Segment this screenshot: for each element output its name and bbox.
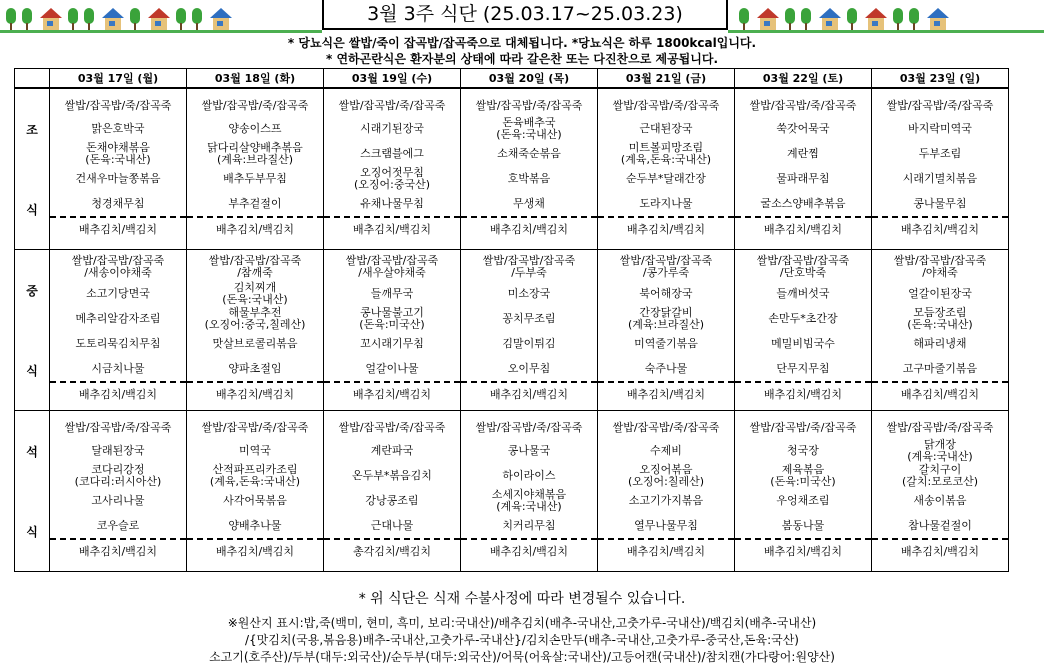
day-header: 03월 23일 (일) [872, 69, 1009, 89]
dish-item [598, 306, 734, 331]
dish-origin: (계육,돈육:국내산) [209, 474, 301, 488]
dish-origin: (돈육:미국산) [770, 474, 836, 488]
day-header: 03월 18일 (화) [187, 69, 324, 89]
kimchi-item: 배추김치/백김치 [187, 538, 323, 564]
dish-item [187, 306, 323, 331]
dish-item: 시금치나물 [91, 361, 145, 375]
dish-item: 청국장 [787, 443, 819, 457]
dish-name: 오징어볶음 [639, 462, 693, 476]
dish-origin: (계육:브라질산) [627, 317, 705, 331]
house-icon [757, 8, 779, 30]
dish-name: 쌀밥/잡곡밥/잡곡죽 [619, 254, 713, 267]
meal-label [15, 250, 50, 411]
dish-name: 오징어젓무침 [360, 165, 424, 179]
house-icon [40, 8, 62, 30]
kimchi-item: 배추김치/백김치 [187, 381, 323, 407]
dish-item: 하이라이스 [502, 468, 556, 482]
staple-item: 쌀밥/잡곡밥/죽/잡곡죽 [749, 99, 857, 112]
dish-item: 쑥갓어묵국 [776, 121, 830, 135]
day-header: 03월 21일 (금) [598, 69, 735, 89]
dish-item: 시래기된장국 [360, 121, 424, 135]
dish-item: 봄동나물 [781, 518, 825, 532]
dish-item: 굴소스양배추볶음 [760, 196, 846, 210]
dish-item: 김말이튀김 [502, 336, 556, 350]
dish-item: 해파리냉채 [913, 336, 967, 350]
dish-item: 유채나물무침 [360, 196, 424, 210]
dish-item: 스크램블에그 [360, 146, 424, 160]
dish-name: 돈육배추국 [502, 115, 556, 129]
kimchi-item: 배추김치/백김치 [872, 381, 1008, 407]
kimchi-item: 배추김치/백김치 [461, 216, 597, 242]
kimchi-item: 배추김치/백김치 [735, 216, 871, 242]
staple-item: 쌀밥/잡곡밥/죽/잡곡죽 [749, 421, 857, 434]
dish-item: 코우슬로 [96, 518, 140, 532]
day-header-row [15, 69, 1009, 89]
meal-label-top: 중 [26, 283, 38, 298]
dish-name: 미트볼피망조림 [628, 140, 704, 154]
staple-item [872, 253, 1008, 281]
staple-item [735, 253, 871, 281]
dish-item: 도라지나물 [639, 196, 693, 210]
menu-cell [50, 411, 187, 572]
dish-item: 메추리알감자조림 [75, 311, 161, 325]
staple-item [461, 253, 597, 281]
menu-cell [735, 250, 872, 411]
menu-cell [187, 250, 324, 411]
dish-item: 청경채무침 [91, 196, 145, 210]
house-icon [819, 8, 841, 30]
ground-line [728, 30, 1044, 33]
kimchi-item: 배추김치/백김치 [50, 538, 186, 564]
dish-item: 치커리무침 [502, 518, 556, 532]
staple-item: 쌀밥/잡곡밥/죽/잡곡죽 [475, 421, 583, 434]
meal-row [15, 88, 1009, 250]
menu-cell [598, 411, 735, 572]
notice-dysphagia: * 연하곤란식은 환자분의 상태에 따라 갈은찬 또는 다진찬으로 제공됩니다. [325, 52, 719, 66]
dish-origin: /야채죽 [922, 266, 958, 279]
menu-cell [50, 250, 187, 411]
dish-origin: (돈육:국내산) [496, 127, 562, 141]
change-notice: * 위 식단은 식재 수불사정에 따라 변경될수 있습니다. [358, 591, 686, 607]
tree-icon [6, 8, 16, 30]
dish-item: 양파초절임 [228, 361, 282, 375]
menu-cell [598, 250, 735, 411]
dish-name: 쌀밥/잡곡밥/잡곡죽 [71, 254, 165, 267]
dish-item: 시래기멸치볶음 [902, 171, 978, 185]
tree-icon [785, 8, 795, 30]
dish-item: 근대나물 [370, 518, 414, 532]
dish-origin: /새송이야채죽 [84, 266, 152, 279]
dish-item: 양송이스프 [228, 121, 282, 135]
dish-name: 쌀밥/잡곡밥/잡곡죽 [345, 254, 439, 267]
staple-item: 쌀밥/잡곡밥/죽/잡곡죽 [64, 421, 172, 434]
dish-item: 우엉채조림 [776, 493, 830, 507]
menu-cell [324, 88, 461, 250]
staple-item: 쌀밥/잡곡밥/죽/잡곡죽 [612, 421, 720, 434]
dish-item: 근대된장국 [639, 121, 693, 135]
dish-item: 꽁치무조림 [502, 311, 556, 325]
staple-item: 쌀밥/잡곡밥/죽/잡곡죽 [64, 99, 172, 112]
dish-name: 콩나물불고기 [360, 305, 424, 319]
menu-table [14, 68, 1009, 572]
menu-cell [598, 88, 735, 250]
dish-item: 새송이볶음 [913, 493, 967, 507]
dish-item: 배추두부무침 [223, 171, 287, 185]
kimchi-item: 배추김치/백김치 [50, 216, 186, 242]
dish-item: 소고기당면국 [86, 286, 150, 300]
meal-label-bottom: 식 [26, 524, 38, 539]
dish-origin: (돈육:국내산) [907, 317, 973, 331]
dish-origin: (계육:국내산) [496, 499, 562, 513]
tree-icon [192, 8, 202, 30]
dish-item: 두부조림 [918, 146, 962, 160]
dish-item: 들깨무국 [370, 286, 414, 300]
day-header: 03월 17일 (월) [50, 69, 187, 89]
dish-origin: (돈육:국내산) [85, 152, 151, 166]
kimchi-item: 배추김치/백김치 [50, 381, 186, 407]
dish-item: 계란찜 [787, 146, 819, 160]
dish-item: 맛살브로콜리볶음 [212, 336, 298, 350]
dish-name: 갈치구이 [918, 462, 962, 476]
dish-item: 손만두*초간장 [768, 311, 838, 325]
dish-item [50, 141, 186, 166]
menu-cell [187, 411, 324, 572]
staple-item: 쌀밥/잡곡밥/죽/잡곡죽 [886, 99, 994, 112]
dish-item: 미소장국 [507, 286, 551, 300]
house-icon [927, 8, 949, 30]
dish-origin: (오징어:중국산) [353, 177, 431, 191]
dish-item [187, 141, 323, 166]
kimchi-item: 배추김치/백김치 [324, 381, 460, 407]
dish-item: 강낭콩조림 [365, 493, 419, 507]
dish-name: 모듬장조림 [913, 305, 967, 319]
dish-item: 꼬시래기무침 [360, 336, 424, 350]
dish-name: 제육볶음 [781, 462, 825, 476]
dish-origin: /단호박죽 [779, 266, 827, 279]
tree-icon [84, 8, 94, 30]
dish-item: 호박볶음 [507, 171, 551, 185]
menu-cell [735, 88, 872, 250]
dish-item: 고사리나물 [91, 493, 145, 507]
dish-item: 바지락미역국 [908, 121, 972, 135]
dish-item [324, 306, 460, 331]
day-header: 03월 19일 (수) [324, 69, 461, 89]
meal-label-bottom: 식 [26, 363, 38, 378]
menu-cell [324, 411, 461, 572]
dish-origin: (계육:브라질산) [216, 152, 294, 166]
dish-name: 소세지야채볶음 [491, 487, 567, 501]
menu-cell [461, 250, 598, 411]
dish-item: 부추겉절이 [228, 196, 282, 210]
dish-name: 코다리강정 [91, 462, 145, 476]
tree-icon [893, 8, 903, 30]
menu-cell [324, 250, 461, 411]
tree-icon [176, 8, 186, 30]
dish-item: 들깨버섯국 [776, 286, 830, 300]
dish-item: 숙주나물 [644, 361, 688, 375]
tree-icon [909, 8, 919, 30]
tree-icon [22, 8, 32, 30]
kimchi-item: 배추김치/백김치 [735, 381, 871, 407]
dish-name: 해물부추전 [228, 305, 282, 319]
staple-item [598, 253, 734, 281]
dish-item: 고구마줄기볶음 [902, 361, 978, 375]
house-icon [210, 8, 232, 30]
origin-line: /{맛김치(국용,볶음용)배추-국내산,고춧가루-국내산}/김치손만두(배추-국내산,고춧가루-중국산,돈육:국산) [245, 633, 799, 647]
meal-label [15, 411, 50, 572]
dish-item: 맑은호박국 [91, 121, 145, 135]
dish-origin: /새우살야채죽 [358, 266, 426, 279]
dish-item: 얼갈이된장국 [908, 286, 972, 300]
dish-item: 순두부*달래간장 [626, 171, 706, 185]
dish-origin: (돈육:국내산) [222, 292, 288, 306]
tree-icon [739, 8, 749, 30]
dish-item: 참나물겉절이 [908, 518, 972, 532]
tree-icon [847, 8, 857, 30]
dish-name: 쌀밥/잡곡밥/잡곡죽 [208, 254, 302, 267]
dish-name: 닭개장 [924, 437, 956, 451]
dish-item: 도토리묵김치무침 [75, 336, 161, 350]
day-header: 03월 22일 (토) [735, 69, 872, 89]
dish-item: 콩나물무침 [913, 196, 967, 210]
dish-name: 쌀밥/잡곡밥/잡곡죽 [893, 254, 987, 267]
tree-icon [801, 8, 811, 30]
dish-origin: (오징어:중국,칠레산) [204, 317, 306, 331]
menu-cell [872, 250, 1009, 411]
dish-item: 달래된장국 [91, 443, 145, 457]
staple-item: 쌀밥/잡곡밥/죽/잡곡죽 [338, 421, 446, 434]
decor-right [733, 0, 1041, 30]
staple-item: 쌀밥/잡곡밥/죽/잡곡죽 [201, 99, 309, 112]
meal-row [15, 411, 1009, 572]
dish-item [872, 306, 1008, 331]
kimchi-item: 배추김치/백김치 [872, 216, 1008, 242]
dish-item: 양배추나물 [228, 518, 282, 532]
dish-name: 김치찌개 [233, 280, 277, 294]
dish-item: 소고기가지볶음 [628, 493, 704, 507]
header [0, 0, 1044, 34]
notice-diabetic: * 당뇨식은 쌀밥/죽이 잡곡밥/잡곡죽으로 대체됩니다. *당뇨식은 하루 1800kcal입니다. [287, 36, 757, 50]
staple-item: 쌀밥/잡곡밥/죽/잡곡죽 [886, 421, 994, 434]
staple-item [324, 253, 460, 281]
dish-item: 건새우마늘쫑볶음 [75, 171, 161, 185]
dish-origin: (코다리:러시아산) [74, 474, 162, 488]
dish-origin: (계육,돈육:국내산) [620, 152, 712, 166]
page-title: 3월 3주 식단 (25.03.17~25.03.23) [322, 0, 728, 30]
dish-item [598, 463, 734, 488]
staple-item [50, 253, 186, 281]
dish-item: 오이무침 [507, 361, 551, 375]
kimchi-item: 배추김치/백김치 [461, 381, 597, 407]
corner-cell [15, 69, 50, 89]
dish-name: 산적파프리카조림 [212, 462, 298, 476]
dish-item: 콩나물국 [507, 443, 551, 457]
dish-name: 돈채야채볶음 [86, 140, 150, 154]
kimchi-item: 배추김치/백김치 [598, 216, 734, 242]
house-icon [865, 8, 887, 30]
menu-cell [461, 411, 598, 572]
kimchi-item: 배추김치/백김치 [461, 538, 597, 564]
kimchi-item: 배추김치/백김치 [598, 538, 734, 564]
house-icon [148, 8, 170, 30]
dish-name: 쌀밥/잡곡밥/잡곡죽 [482, 254, 576, 267]
dish-item: 물파래무침 [776, 171, 830, 185]
decor-left [0, 0, 318, 30]
dish-origin: /참깨죽 [237, 266, 273, 279]
dish-item: 메밀비빔국수 [771, 336, 835, 350]
dish-item: 소채죽순볶음 [497, 146, 561, 160]
dish-item: 계란파국 [370, 443, 414, 457]
dish-origin: (돈육:미국산) [359, 317, 425, 331]
dish-item [735, 463, 871, 488]
dish-item: 온두부*볶음김치 [352, 468, 432, 482]
meal-label-top: 조 [26, 122, 38, 137]
dish-item [324, 166, 460, 191]
staple-item [187, 253, 323, 281]
house-icon [102, 8, 124, 30]
kimchi-item: 배추김치/백김치 [598, 381, 734, 407]
dish-item: 무생채 [513, 196, 545, 210]
dish-origin: /콩가루죽 [642, 266, 690, 279]
dish-item [187, 463, 323, 488]
dish-item [598, 141, 734, 166]
dish-item: 수제비 [650, 443, 682, 457]
dish-origin: (오징어:칠레산) [627, 474, 705, 488]
dish-item: 단무지무침 [776, 361, 830, 375]
kimchi-item: 배추김치/백김치 [187, 216, 323, 242]
dish-item: 얼갈이나물 [365, 361, 419, 375]
dish-name: 간장닭갈비 [639, 305, 693, 319]
menu-cell [872, 411, 1009, 572]
staple-item: 쌀밥/잡곡밥/죽/잡곡죽 [201, 421, 309, 434]
menu-cell [461, 88, 598, 250]
dish-origin: (갈치:모로코산) [901, 474, 979, 488]
kimchi-item: 배추김치/백김치 [735, 538, 871, 564]
dish-item [872, 438, 1008, 463]
dish-origin: (계육:국내산) [907, 449, 973, 463]
dish-item [872, 463, 1008, 488]
dish-item [461, 116, 597, 141]
menu-cell [187, 88, 324, 250]
dish-item [461, 488, 597, 513]
origin-line: 소고기(호주산)/두부(대두:외국산)/순두부(대두:외국산)/어묵(어육살:국내산)/고등어캔(국내산)/참치캔(가다랑어:원양산) [209, 650, 835, 664]
menu-cell [50, 88, 187, 250]
dish-name: 쌀밥/잡곡밥/잡곡죽 [756, 254, 850, 267]
dish-origin: /두부죽 [511, 266, 547, 279]
staple-item: 쌀밥/잡곡밥/죽/잡곡죽 [612, 99, 720, 112]
meal-label-bottom: 식 [26, 202, 38, 217]
tree-icon [68, 8, 78, 30]
tree-icon [130, 8, 140, 30]
kimchi-item: 배추김치/백김치 [872, 538, 1008, 564]
dish-name: 닭다리살양배추볶음 [207, 140, 303, 154]
dish-item: 북어해장국 [639, 286, 693, 300]
dish-item [50, 463, 186, 488]
menu-cell [872, 88, 1009, 250]
staple-item: 쌀밥/잡곡밥/죽/잡곡죽 [475, 99, 583, 112]
meal-label-top: 석 [26, 444, 38, 459]
dish-item: 사각어묵볶음 [223, 493, 287, 507]
dish-item: 미역줄기볶음 [634, 336, 698, 350]
meal-label [15, 88, 50, 250]
ground-line [0, 30, 322, 33]
dish-item: 열무나물무침 [634, 518, 698, 532]
dish-item: 미역국 [239, 443, 271, 457]
kimchi-item: 배추김치/백김치 [324, 216, 460, 242]
origin-line: ※원산지 표시:밥,죽(백미, 현미, 흑미, 보리:국내산)/배추김치(배추-국내산,고춧가루-국내산)/백김치(배추-국내산) [227, 616, 817, 630]
day-header: 03월 20일 (목) [461, 69, 598, 89]
meal-row [15, 250, 1009, 411]
dish-item [187, 281, 323, 306]
staple-item: 쌀밥/잡곡밥/죽/잡곡죽 [338, 99, 446, 112]
kimchi-item: 총각김치/백김치 [324, 538, 460, 564]
menu-cell [735, 411, 872, 572]
